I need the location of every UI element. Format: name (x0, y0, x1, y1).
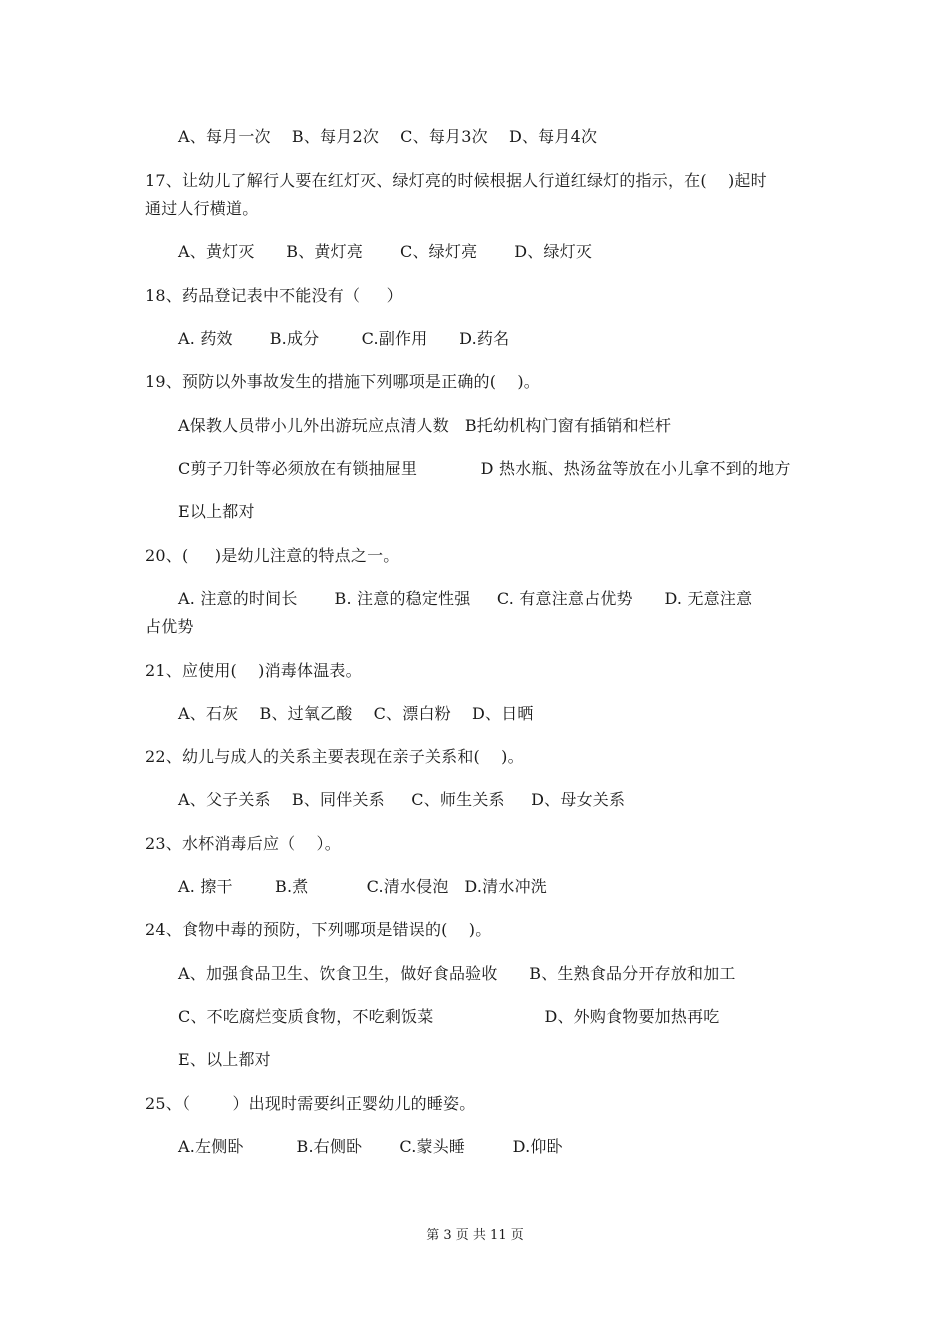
q24-question: 24、食物中毒的预防，下列哪项是错误的( )。 (145, 920, 492, 939)
q20-options-cont: 占优势 (145, 617, 194, 636)
q25-question: 25、（ ）出现时需要纠正婴幼儿的睡姿。 (145, 1094, 476, 1113)
q21-options: A、石灰 B、过氧乙酸 C、漂白粉 D、日晒 (178, 704, 534, 723)
q23-options: A. 擦干 B.煮 C.清水侵泡 D.清水冲洗 (178, 877, 547, 896)
q19-options-ab: A保教人员带小儿外出游玩应点清人数 B托幼机构门窗有插销和栏杆 (178, 416, 672, 435)
q16-options: A、每月一次 B、每月2次 C、每月3次 D、每月4次 (178, 127, 598, 146)
q25-options: A.左侧卧 B.右侧卧 C.蒙头睡 D.仰卧 (178, 1137, 563, 1156)
q19-option-e: E以上都对 (178, 502, 255, 521)
q20-options: A. 注意的时间长 B. 注意的稳定性强 C. 有意注意占优势 D. 无意注意 (178, 589, 753, 608)
page-number-footer: 第 3 页 共 11 页 (426, 1228, 524, 1243)
q18-options: A. 药效 B.成分 C.副作用 D.药名 (178, 329, 510, 348)
q17-options: A、黄灯灭 B、黄灯亮 C、绿灯亮 D、绿灯灭 (178, 242, 593, 261)
q18-question: 18、药品登记表中不能没有（ ） (145, 286, 403, 305)
q20-question: 20、( )是幼儿注意的特点之一。 (145, 546, 400, 565)
q24-options-cd: C、不吃腐烂变质食物，不吃剩饭菜 D、外购食物要加热再吃 (178, 1007, 720, 1026)
q19-question: 19、预防以外事故发生的措施下列哪项是正确的( )。 (145, 372, 540, 391)
q22-question: 22、幼儿与成人的关系主要表现在亲子关系和( )。 (145, 747, 524, 766)
q22-options: A、父子关系 B、同伴关系 C、师生关系 D、母女关系 (178, 790, 626, 809)
q23-question: 23、水杯消毒后应（ ）。 (145, 834, 341, 853)
q24-option-e: E、以上都对 (178, 1050, 271, 1069)
q17-question-cont: 通过人行横道。 (145, 199, 259, 218)
q24-options-ab: A、加强食品卫生、饮食卫生，做好食品验收 B、生熟食品分开存放和加工 (178, 964, 736, 983)
q17-question: 17、让幼儿了解行人要在红灯灭、绿灯亮的时候根据人行道红绿灯的指示，在( )起时 (145, 171, 767, 190)
q19-options-cd: C剪子刀针等必须放在有锁抽屉里 D 热水瓶、热汤盆等放在小儿拿不到的地方 (178, 459, 791, 478)
q21-question: 21、应使用( )消毒体温表。 (145, 661, 362, 680)
